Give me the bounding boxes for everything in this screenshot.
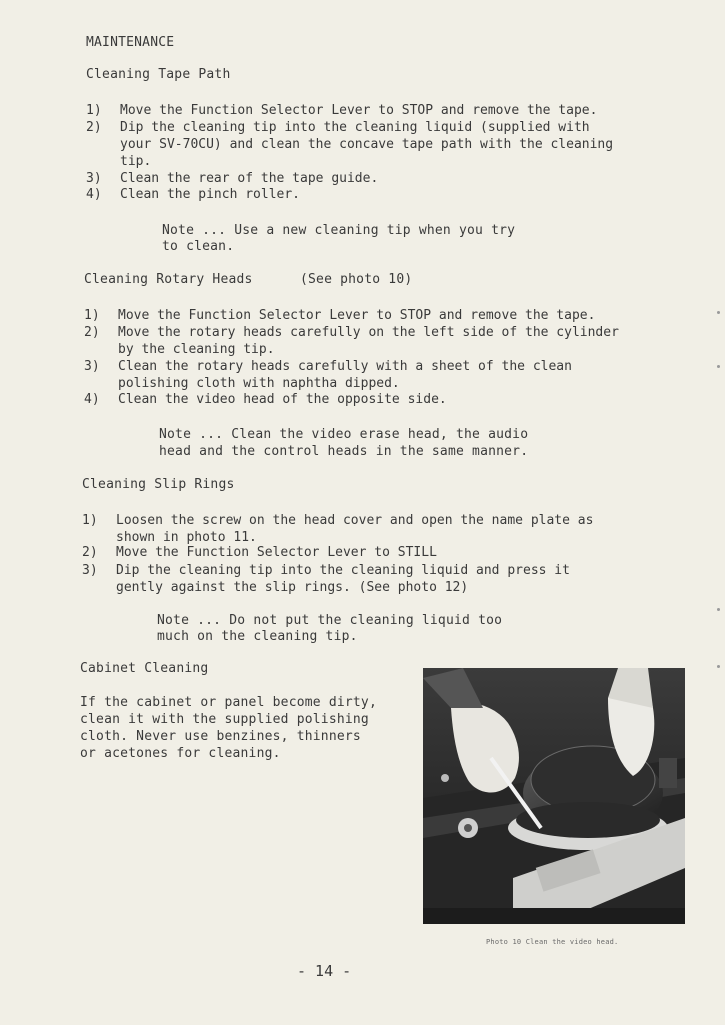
punch-mark [717,311,720,314]
cabinet-text: clean it with the supplied polishing [80,712,369,727]
section-header: MAINTENANCE [86,35,175,50]
punch-mark [717,608,720,611]
photo-reference: (See photo 10) [300,272,413,287]
cabinet-text: If the cabinet or panel become dirty, [80,695,377,710]
photo-video-head-cleaning [423,668,685,924]
punch-mark [717,365,720,368]
rotary-heads-heading: Cleaning Rotary Heads [84,272,253,287]
tape-path-heading: Cleaning Tape Path [86,67,231,82]
cabinet-text: cloth. Never use benzines, thinners [80,729,361,744]
rotary-heads-note: Note ... Clean the video erase head, the audio [159,427,529,442]
rotary-heads-note: head and the control heads in the same manner. [159,444,529,459]
photo-illustration [423,668,685,924]
cabinet-text: or acetones for cleaning. [80,746,281,761]
slip-rings-note: much on the cleaning tip. [157,629,358,644]
cabinet-heading: Cabinet Cleaning [80,661,209,676]
page-number: - 14 - [297,962,352,980]
photo-caption: Photo 10 Clean the video head. [486,938,619,946]
slip-rings-note: Note ... Do not put the cleaning liquid too [157,613,503,628]
tape-path-note: to clean. [162,239,235,254]
punch-mark [717,665,720,668]
slip-rings-heading: Cleaning Slip Rings [82,477,235,492]
tape-path-note: Note ... Use a new cleaning tip when you try [162,223,516,238]
manual-page: MAINTENANCE Cleaning Tape Path 1) Move the Function Selector Lever to STOP and remove the tape. 2) Dip the cleaning tip into the cleaning liquid (supplied with your SV-70CU) and clean the concave tape path with the cleaning tip. 3) Clean the rear of the tape guide. 4) Clean the pinch roller. Note ... Use a new cleaning tip when you try to clean. Cleaning Rotary Heads (See photo 10) 1) Move the Function Selector Lever to STOP and remove the tape. 2) Move the rotary heads carefully on the left side of the cylinder by the cleaning tip. 3) Clean the rotary heads carefully with a sheet of the clean polishing cloth with naphtha dipped. 4) Clean the video head of the opposite side. Note ... Clean the video erase head, the audio head and the control heads in the same manner. Cleaning Slip Rings 1) Loosen the screw on the head cover and open the name plate as shown in photo 11. 2) Move the Function Selector Lever to STILL 3) Dip the cleaning tip into the cleaning liquid and press it gently against the slip rings. (See photo 12) Note ... Do not put the cleaning liquid too much on the cleaning tip. Cabinet Cleaning If the cabinet or panel become dirty, clean it with the supplied polishing cloth. Never use benzines, thinners or acetones for cleaning. Photo 10 Clean the video head. - 14 - [0,0,725,1025]
